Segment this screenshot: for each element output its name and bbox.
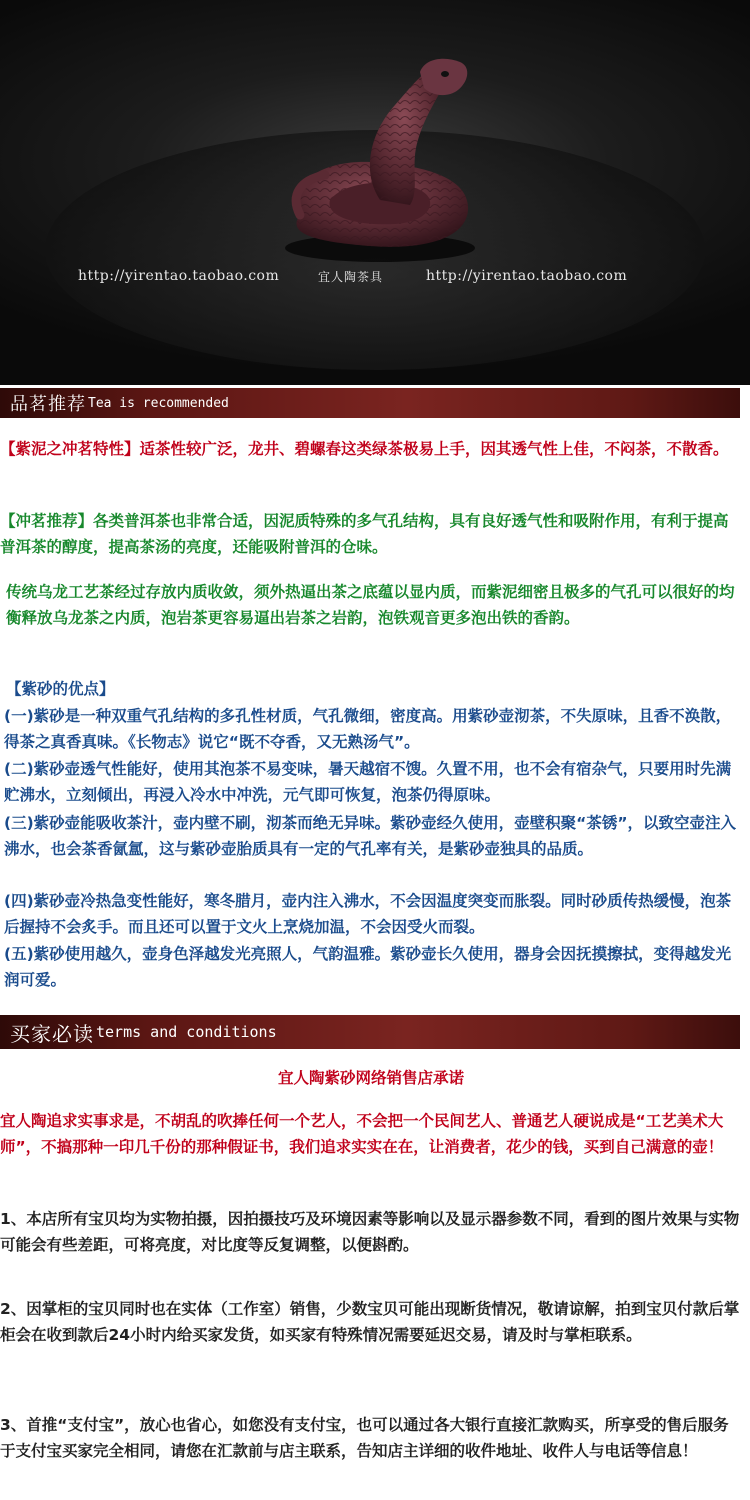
terms-item-2: 2、因掌柜的宝贝同时也在实体（工作室）销售，少数宝贝可能出现断货情况，敬请谅解，拍到宝贝付款后掌柜会在收到款后24小时内给买家发货，如买家有特殊情况需要延迟交易，请及时与掌柜联系。 [0,1300,740,1344]
watermark-shop-name: 宜人陶茶具 [318,270,384,284]
oolong-paragraph: 传统乌龙工艺茶经过存放内质收敛，须外热逼出茶之底蕴以显内质，而紫泥细密且极多的气孔可以很好的均衡释放乌龙茶之内质，泡岩茶更容易逼出岩茶之岩韵，泡铁观音更多泡出铁的香韵。 [6,583,735,627]
section-title-en: Tea is recommended [88,395,229,411]
advantages-title: 【紫砂的优点】 [6,680,115,698]
shop-promise-title: 宜人陶紫砂网络销售店承诺 [277,1069,464,1087]
section-header-tea-recommended [0,388,740,418]
snake-figurine-photo [0,0,750,385]
terms-item-1: 1、本店所有宝贝均为实物拍摄，因拍摄技巧及环境因素等影响以及显示器参数不同，看到的图片效果与实物可能会有些差距，可将亮度，对比度等反复调整，以便斟酌。 [0,1210,740,1254]
advantage-item-4: (四)紫砂壶冷热急变性能好，寒冬腊月，壶内注入沸水，不会因温度突变而胀裂。同时砂质传热缓慢，泡茶后握持不会炙手。而且还可以置于文火上烹烧加温，不会因受火而裂。 [4,892,732,936]
watermark-url-left: http://yirentao.taobao.com [78,268,280,284]
advantage-item-5: (五)紫砂使用越久，壶身色泽越发光亮照人，气韵温雅。紫砂壶长久使用，器身会因抚摸擦拭，变得越发光润可爱。 [4,945,732,989]
shop-promise-paragraph: 宜人陶追求实事求是，不胡乱的吹捧任何一个艺人，不会把一个民间艺人、普通艺人硬说成是“工艺美术大师”，不搞那种一印几千份的那种假证书，我们追求实实在在，让消费者，花少的钱，买到自己满意的壶！ [0,1112,724,1156]
section-title-en: terms and conditions [96,1023,277,1041]
watermark-url-right: http://yirentao.taobao.com [426,268,628,284]
terms-item-3: 3、首推“支付宝”，放心也省心，如您没有支付宝，也可以通过各大银行直接汇款购买，所享受的售后服务于支付宝买家完全相同，请您在汇款前与店主联系，告知店主详细的收件地址、收件人与电话等信息！ [0,1416,729,1460]
advantage-item-3: (三)紫砂壶能吸收茶汁，壶内壁不刷，沏茶而绝无异味。紫砂壶经久使用，壶壁积聚“茶锈”，以致空壶注入沸水，也会茶香氤氲，这与紫砂壶胎质具有一定的气孔率有关，是紫砂壶独具的品质。 [4,814,737,858]
brew-recommend-paragraph: 【冲茗推荐】各类普洱茶也非常合适，因泥质特殊的多气孔结构，具有良好透气性和吸附作用，有利于提高普洱茶的醇度，提高茶汤的亮度，还能吸附普洱的仓味。 [0,512,729,556]
advantage-item-2: (二)紫砂壶透气性能好，使用其泡茶不易变味，暑天越宿不馊。久置不用，也不会有宿杂气，只要用时先满贮沸水，立刻倾出，再浸入冷水中冲洗，元气即可恢复，泡茶仍得原味。 [4,760,732,804]
section-title-zh: 品茗推荐 [10,394,86,415]
section-title-zh: 买家必读 [10,1021,94,1046]
advantage-item-1: (一)紫砂是一种双重气孔结构的多孔性材质，气孔微细，密度高。用紫砂壶沏茶，不失原味，且香不涣散，得茶之真香真味。《长物志》说它“既不夺香，又无熟汤气”。 [4,707,732,751]
clay-feature-paragraph: 【紫泥之冲茗特性】适茶性较广泛，龙井、碧螺春这类绿茶极易上手，因其透气性上佳，不闷茶，不散香。 [0,440,729,458]
snake-figurine-illustration [0,0,750,385]
section-header-terms [0,1015,740,1049]
